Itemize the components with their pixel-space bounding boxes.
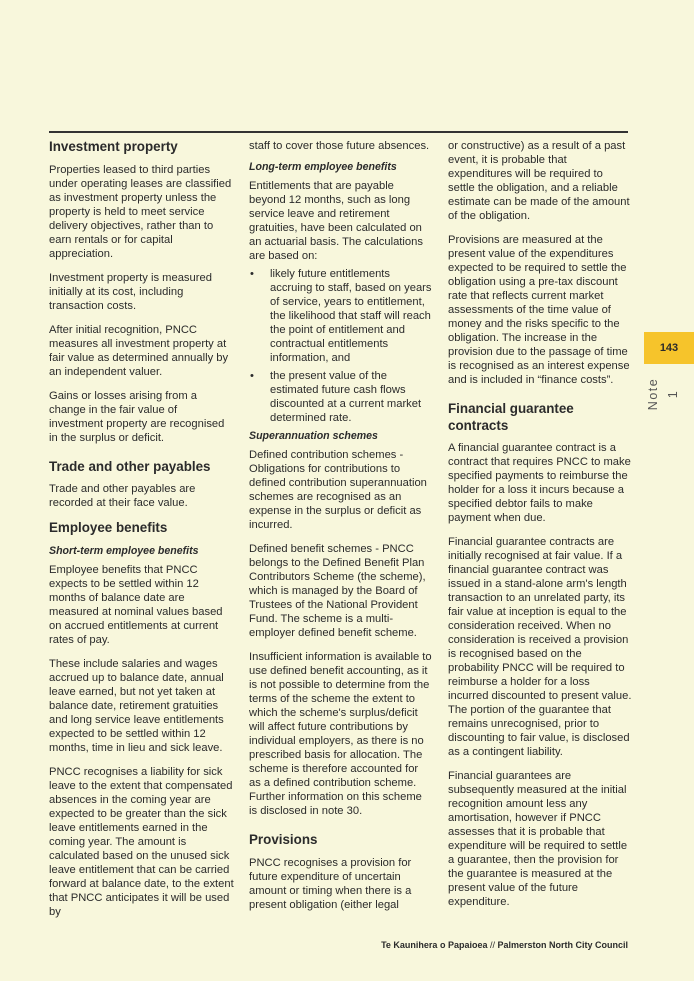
paragraph: PNCC recognises a liability for sick leave to the extent that compensated absences in the coming year are expected to be greater than the sick leave entitlements earned in the coming year. The amount is calculated based on the unused sick leave entitlement that can be carried forward at balance date, to the extent that PNCC anticipates it will be used by	[49, 765, 234, 918]
paragraph: PNCC recognises a provision for future expenditure of uncertain amount or timing when there is a present obligation (either legal	[249, 856, 412, 911]
footer-org-english: Palmerston North City Council	[497, 940, 628, 950]
paragraph: Insufficient information is available to use defined benefit accounting, as it is not possible to determine from the terms of the scheme the extent to which the scheme's surplus/deficit will affect future contributions by individual employers, as there is no prescribed basis for allocation. The scheme is therefore accounted for as a defined contribution scheme. Further information on this scheme is disclosed in note 30.	[249, 651, 432, 817]
bullet-icon: •	[250, 268, 254, 280]
paragraph: Provisions are measured at the present value of the expenditures expected to be required to settle the obligation using a pre-tax discount rate that reflects current market assessments of the time value of money and the risks specific to the obligation. The increase in the provision due to the passage of time is recognised as an interest expense and is included in “finance costs”.	[448, 234, 630, 386]
page-number-tab	[644, 332, 694, 364]
paragraph: Employee benefits that PNCC expects to be settled within 12 months of balance date are measured at nominal values based on accrued entitlements at current rates of pay.	[49, 563, 223, 646]
paragraph: A financial guarantee contract is a contract that requires PNCC to make specified payments to reimburse the holder for a loss it incurs because a specified debtor fails to make payment when due.	[448, 442, 631, 524]
subheading-superannuation: Superannuation schemes	[249, 430, 378, 442]
list-item-text: likely future entitlements accruing to staff, based on years of service, years to entitlement, the likelihood that staff will reach the point of entitlement and contractual entitlements information, and	[270, 268, 432, 364]
paragraph: Gains or losses arising from a change in the fair value of investment property are recognised in the surplus or deficit.	[49, 389, 225, 444]
heading-employee-benefits: Employee benefits	[49, 520, 168, 535]
list-item-text: the present value of the estimated future cash flows discounted at a current market determined rate.	[270, 370, 422, 424]
heading-trade-payables: Trade and other payables	[49, 458, 211, 474]
heading-provisions: Provisions	[249, 832, 318, 847]
footer	[381, 940, 628, 950]
page-number: 143	[659, 342, 679, 354]
note-label: Note 1	[646, 377, 680, 411]
paragraph: Defined contribution schemes - Obligations for contributions to defined contribution superannuation schemes are recognised as an expense in the surplus or deficit as incurred.	[249, 449, 427, 531]
subheading-short-term: Short-term employee benefits	[49, 544, 199, 557]
column-2	[249, 139, 433, 922]
paragraph: These include salaries and wages accrued up to balance date, annual leave earned, but not yet taken at balance date, retirement gratuities and long service leave entitlements expected to be settled within 12 months, time in lieu and sick leave.	[49, 657, 224, 754]
bullet-icon: •	[250, 370, 254, 382]
paragraph: Investment property is measured initially at its cost, including transaction costs.	[49, 271, 212, 312]
list-item	[249, 267, 433, 365]
paragraph: Properties leased to third parties under operating leases are classified as investment property unless the property is held to meet service delivery objectives, rather than to earn rentals or for capital appreciation.	[49, 163, 232, 260]
paragraph: Financial guarantee contracts are initially recognised at fair value. If a financial guarantee contract was issued in a stand-alone arm's length transaction to an unrelated party, its fair value at inception is equal to the consideration received. When no consideration is received a provision is recognised based on the probability PNCC will be required to reimburse a holder for a loss incurred discounted to present value. The portion of the guarantee that remains unrecognised, prior to discounting to fair value, is disclosed as a contingent liability.	[448, 536, 632, 758]
paragraph: Entitlements that are payable beyond 12 months, such as long service leave and retirement gratuities, have been calculated on an actuarial basis. The calculations are based on:	[249, 180, 423, 262]
subheading-long-term: Long-term employee benefits	[249, 161, 397, 173]
column-3	[448, 139, 632, 919]
footer-org-maori: Te Kaunihera o Papaioea	[381, 940, 488, 950]
heading-financial-guarantee: Financial guarantee contracts	[448, 401, 574, 433]
header-rule	[49, 131, 628, 133]
paragraph: Trade and other payables are recorded at their face value.	[49, 483, 196, 509]
paragraph: staff to cover those future absences.	[249, 140, 430, 152]
footer-separator: //	[487, 940, 498, 950]
paragraph: or constructive) as a result of a past event, it is probable that expenditures will be required to settle the obligation, and a reliable estimate can be made of the amount of the obligation.	[448, 140, 630, 222]
heading-investment-property: Investment property	[49, 139, 178, 154]
paragraph: Defined benefit schemes - PNCC belongs to the Defined Benefit Plan Contributors Scheme (the scheme), which is managed by the Board of Trustees of the National Provident Fund. The scheme is a multi-employer defined benefit scheme.	[249, 543, 426, 639]
paragraph: After initial recognition, PNCC measures all investment property at fair value as determined annually by an independent valuer.	[49, 323, 229, 378]
list-item	[249, 369, 433, 425]
column-1	[49, 139, 234, 929]
bullet-list	[249, 267, 433, 425]
paragraph: Financial guarantees are subsequently measured at the initial recognition amount less any amortisation, however if PNCC assesses that it is probable that expenditure will be required to settle a guarantee, then the provision for the guarantee is measured at the present value of the future expenditure.	[448, 770, 628, 908]
